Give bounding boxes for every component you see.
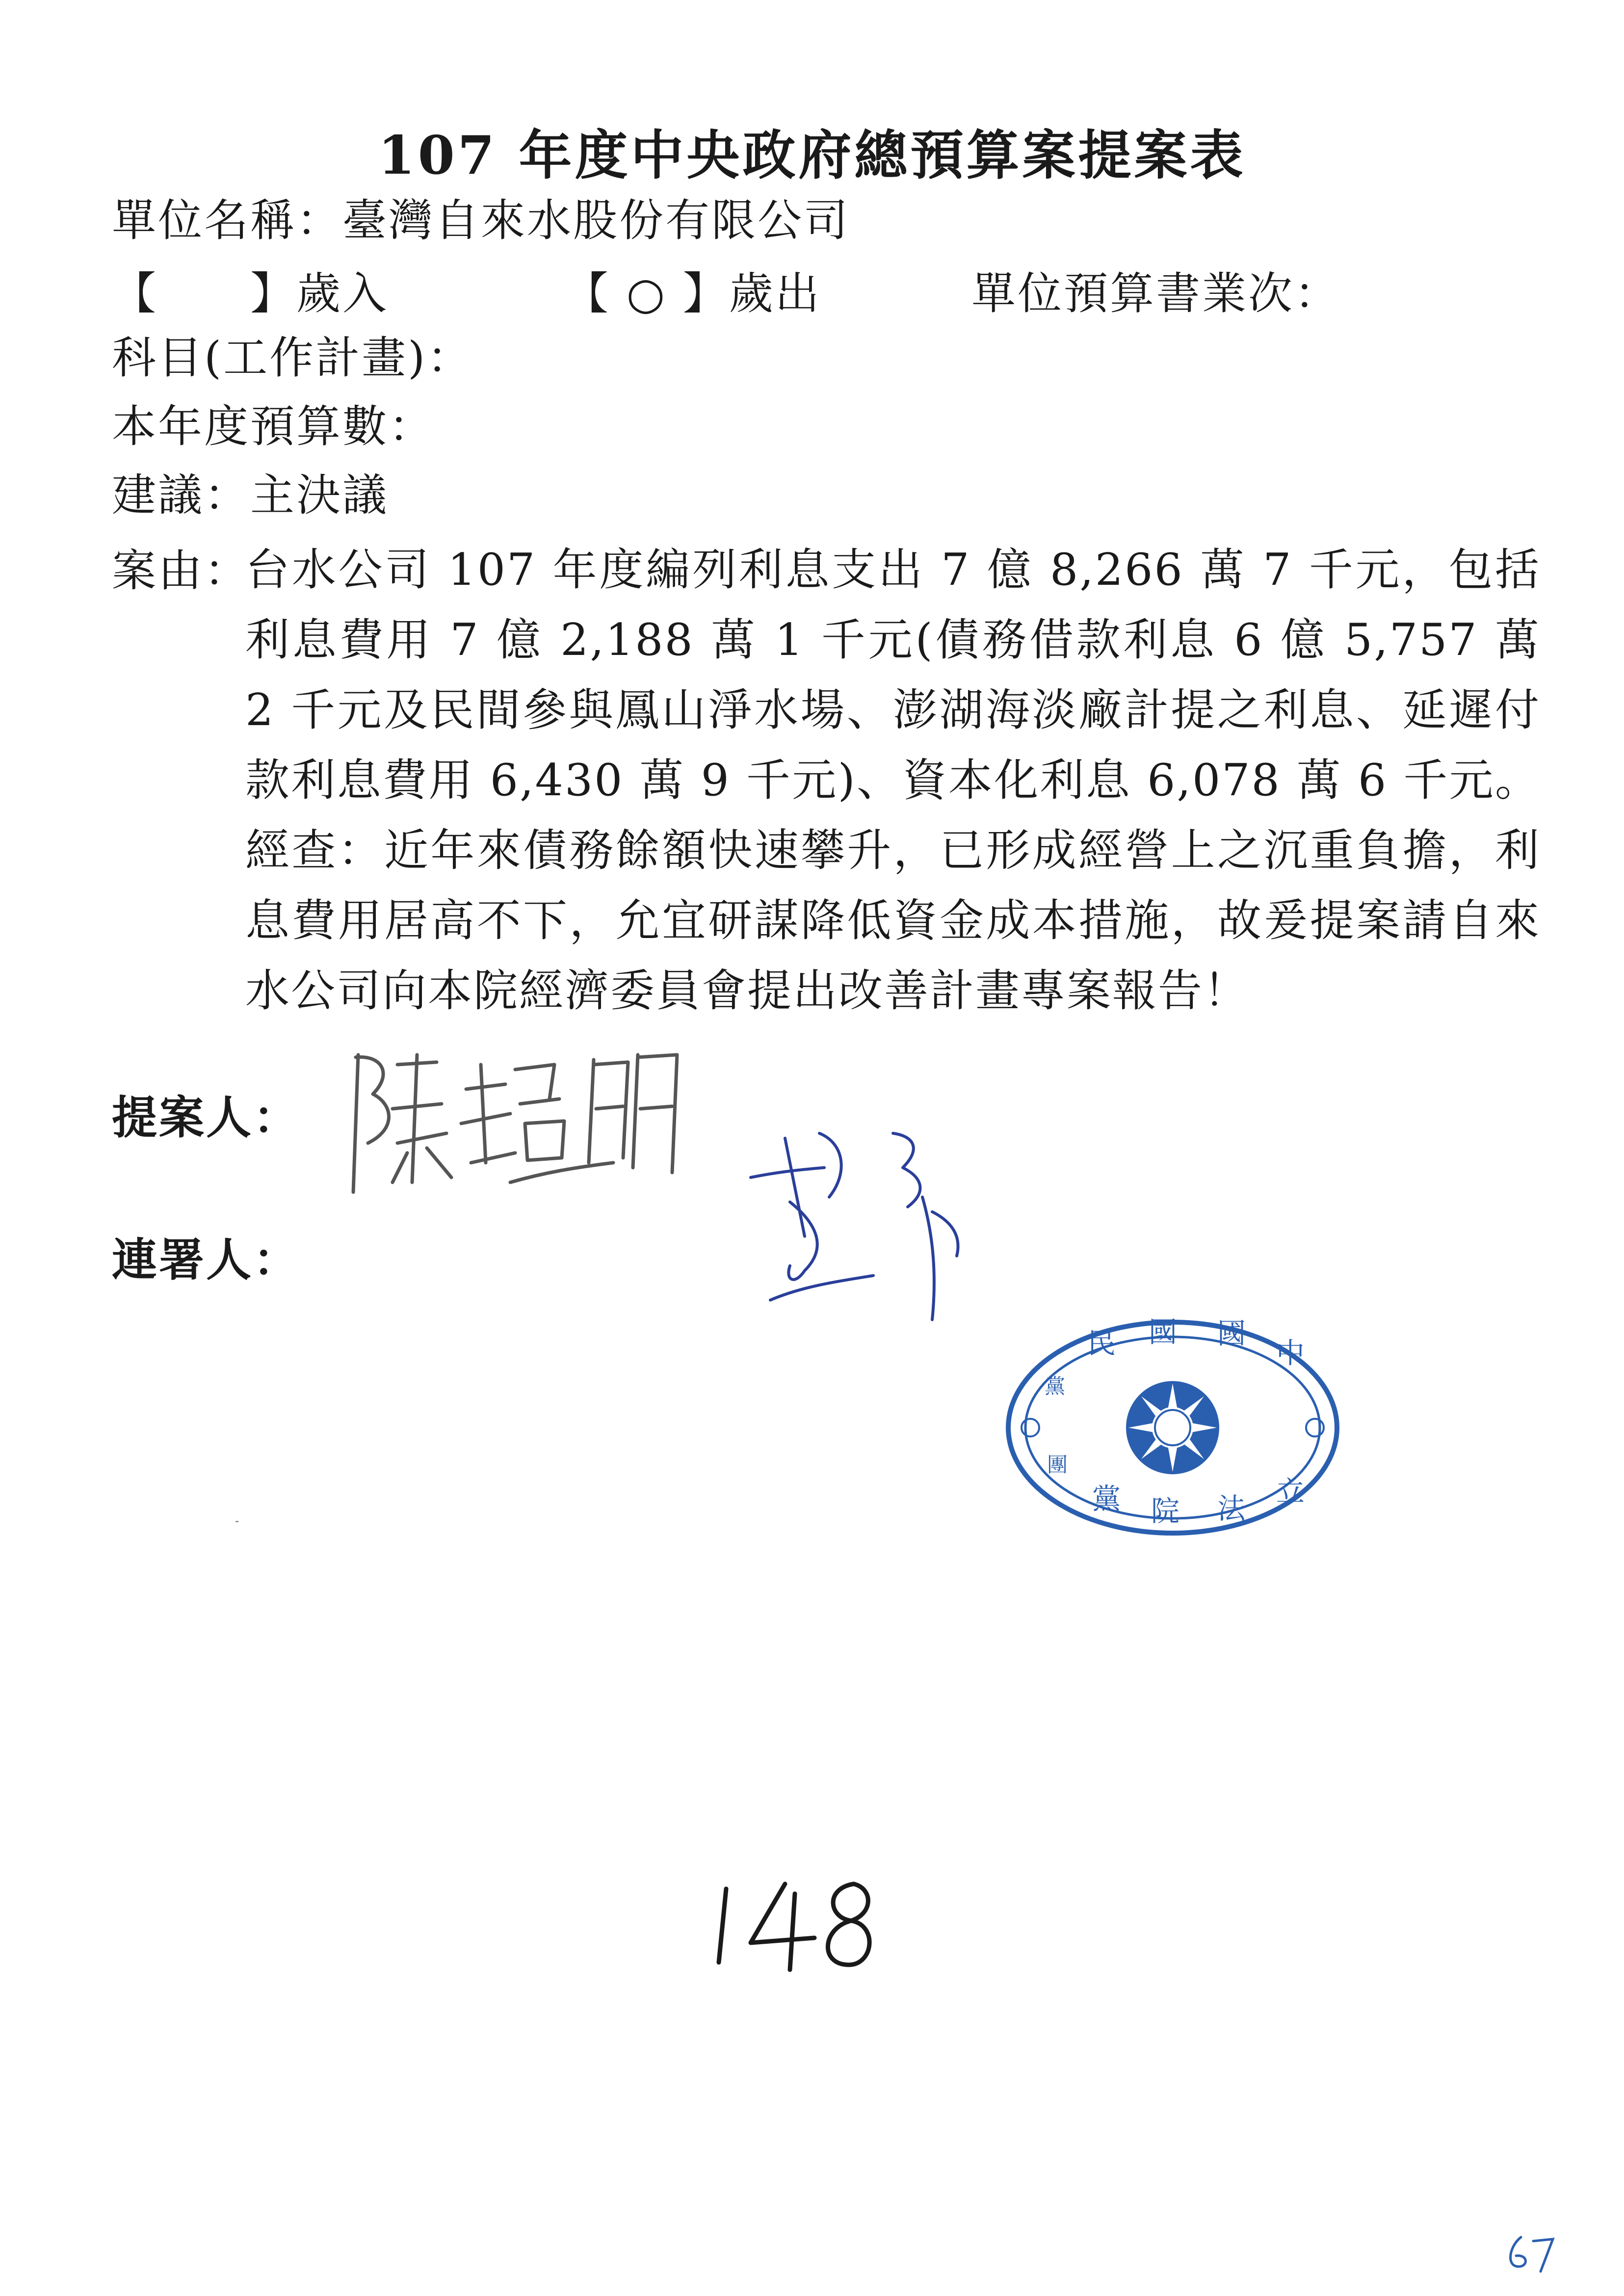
handwritten-page-number (707, 1864, 883, 1982)
budget-amount-field: 本年度預算數： (112, 401, 435, 452)
proposer-label: 提案人： (112, 1091, 301, 1144)
case-label: 案由： (112, 545, 250, 597)
svg-text:國: 國 (1217, 1317, 1246, 1350)
svg-text:國: 國 (1148, 1315, 1178, 1349)
unit-name: 單位名稱：臺灣自來水股份有限公司 (112, 195, 850, 246)
svg-text:院: 院 (1151, 1494, 1180, 1528)
expenditure-bracket: 【 ○ 】歲出 (564, 268, 821, 319)
svg-text:法: 法 (1217, 1492, 1246, 1525)
svg-text:團: 團 (1047, 1453, 1068, 1477)
subject-field: 科目(工作計畫)： (112, 332, 473, 384)
corner-page-number (1501, 2232, 1560, 2276)
revenue-bracket: 【 】歲入 (112, 268, 389, 319)
cosigner-label: 連署人： (112, 1233, 301, 1286)
budget-book-page: 單位預算書業次： (971, 268, 1340, 319)
svg-text:立: 立 (1276, 1475, 1305, 1508)
svg-text:民: 民 (1087, 1327, 1116, 1360)
proposer-signature (339, 1035, 721, 1212)
case-text: 台水公司 107 年度編列利息支出 7 億 8,266 萬 7 千元，包括利息費用 7 億 2,188 萬 1 千元(債務借款利息 6 億 5,757 萬 2 千元及民間參與鳳山淨水場、澎湖海淡廠計提之利息、延遲付款利息費用 6,430 萬 9 千元)、資本化利息 6,078 萬 6 千元。經查：近年來債務餘額快速攀升，已形成經營上之沉重負擔，利息費用居高不下，允宜研謀降低資金成本措施，故爰提案請自來水公司向本院經濟委員會提出改善計畫專案報告！ (245, 544, 1541, 1017)
suggestion-field: 建議：主決議 (112, 470, 389, 521)
cosigner-signature (746, 1123, 1001, 1330)
scan-speck (236, 1521, 238, 1522)
party-seal-stamp (1001, 1315, 1344, 1540)
svg-text:黨: 黨 (1092, 1482, 1121, 1515)
svg-text:中: 中 (1276, 1336, 1305, 1370)
svg-text:黨: 黨 (1044, 1374, 1066, 1398)
page-title: 107 年度中央政府總預算案提案表 (378, 125, 1246, 186)
